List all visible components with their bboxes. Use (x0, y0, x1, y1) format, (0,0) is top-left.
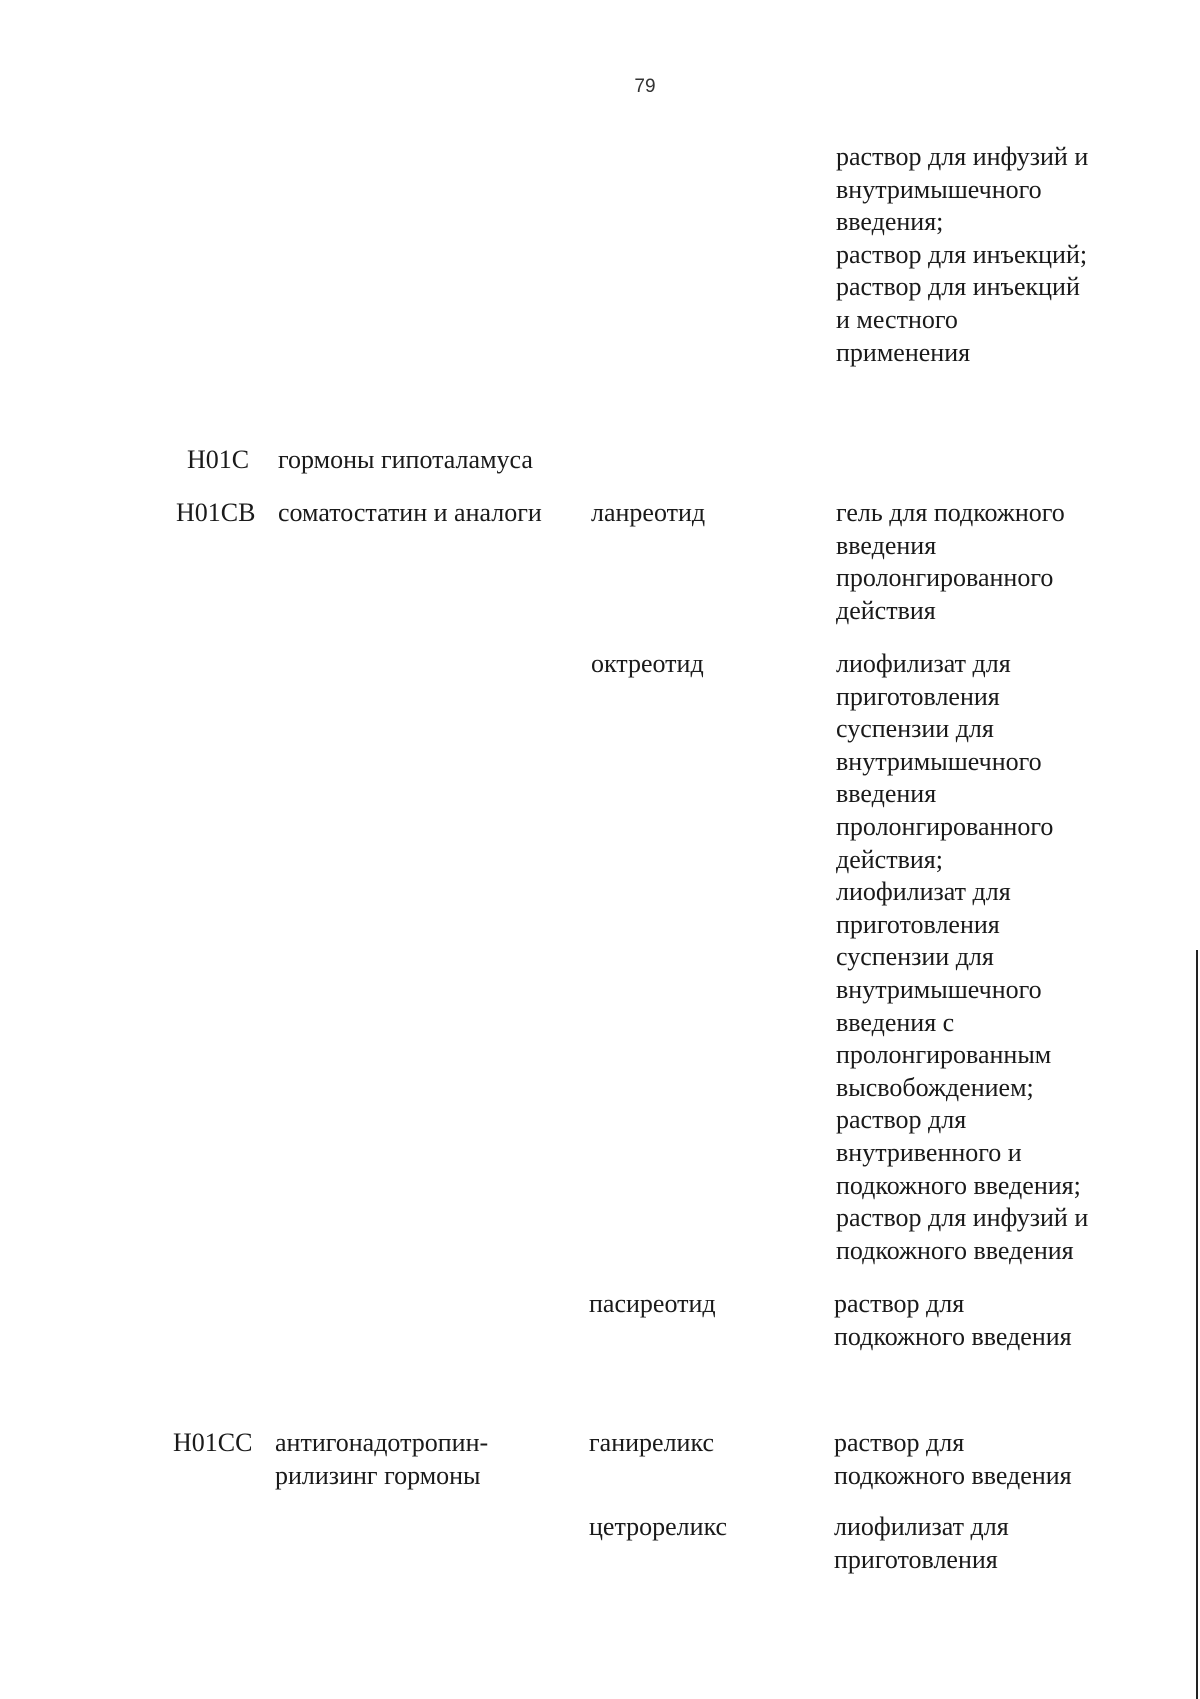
drug-name-cell: ланреотид (591, 498, 706, 527)
group-name-cell: соматостатин и аналоги (278, 498, 542, 527)
drug-name-cell: цетрореликс (589, 1512, 728, 1541)
atc-code-cell: H01C (187, 445, 250, 474)
drug-name-cell: октреотид (591, 649, 704, 678)
drug-name-cell: ганиреликс (589, 1428, 714, 1457)
form-cell: гель для подкожного введения пролонгированного действия (836, 498, 1065, 625)
page-number: 79 (634, 76, 656, 97)
atc-code-cell: H01CB (176, 498, 256, 527)
form-cell: раствор для подкожного введения (834, 1428, 1072, 1490)
atc-code-cell: H01CC (173, 1428, 253, 1457)
form-cell: раствор для инфузий и внутримышечного введения; раствор для инъекций; раствор для инъекций и местного применения (836, 142, 1089, 367)
group-name-cell: гормоны гипоталамуса (278, 445, 533, 474)
form-cell: лиофилизат для приготовления (834, 1512, 1009, 1574)
drug-name-cell: пасиреотид (589, 1289, 716, 1318)
form-cell: лиофилизат для приготовления суспензии для внутримышечного введения пролонгированного действия; лиофилизат для приготовления суспензии для внутримышечного введения с пролонгированным высвобождением; раствор для внутривенного и подкожного введения; раствор для инфузий и подкожного введения (836, 649, 1089, 1265)
group-name-cell: антигонадотропин- рилизинг гормоны (275, 1428, 489, 1490)
form-cell: раствор для подкожного введения (834, 1289, 1072, 1351)
scan-edge-line (1196, 950, 1198, 1699)
